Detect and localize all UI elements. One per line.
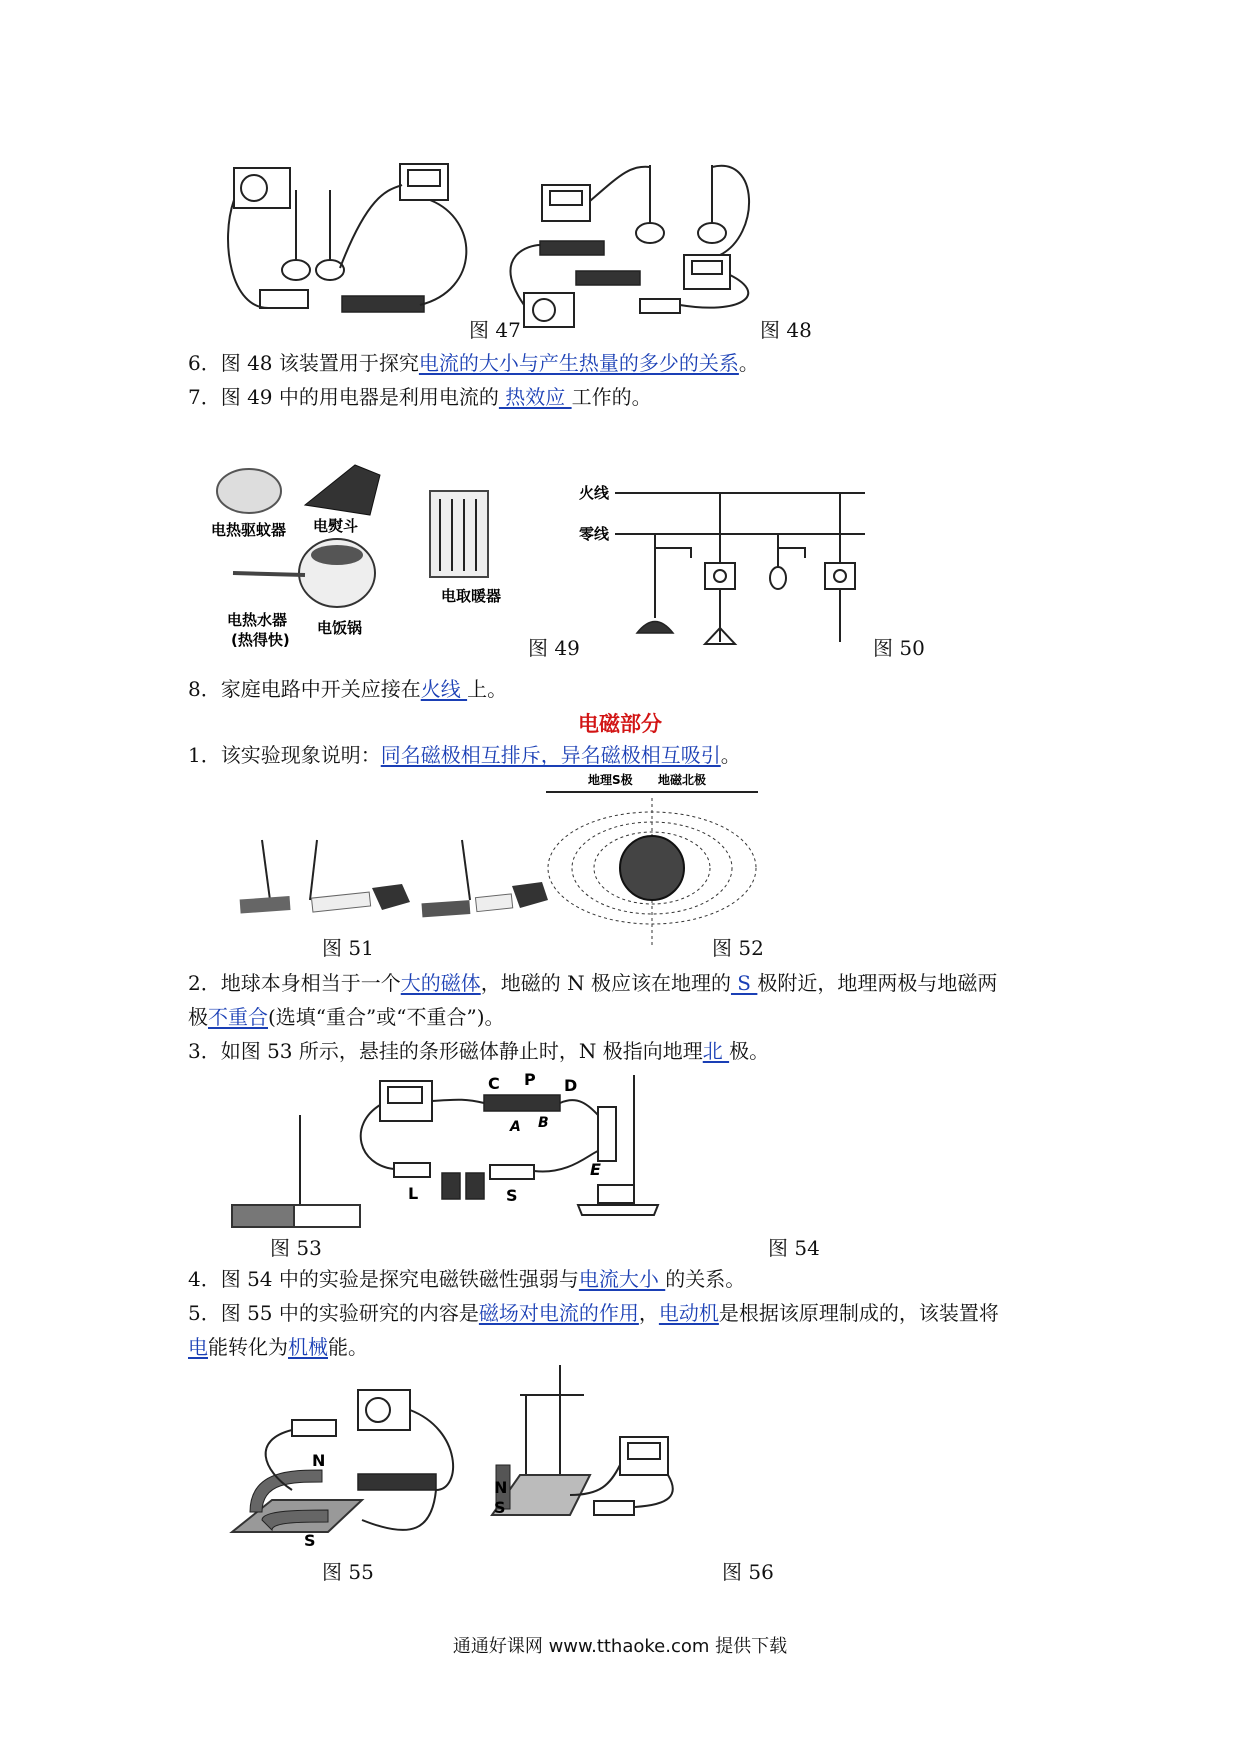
svg-text:S: S xyxy=(304,1531,316,1550)
figure-56-diagram xyxy=(490,1365,690,1545)
answer-8: 火线 xyxy=(420,677,468,701)
figure-55-diagram xyxy=(232,1370,472,1550)
mag-question-5-cont: 电能转化为机械能。 xyxy=(188,1335,368,1359)
svg-text:N: N xyxy=(312,1451,326,1470)
figure-51-diagram xyxy=(232,840,552,920)
mag-answer-1: 同名磁极相互排斥，异名磁极相互吸引 xyxy=(380,743,721,767)
mag-question-2-cont: 极不重合(选填“重合”或“不重合”)。 xyxy=(188,1005,505,1029)
mag-answer-3: 北 xyxy=(702,1039,730,1063)
mag-question-3: 3．如图 53 所示，悬挂的条形磁体静止时，N 极指向地理北 极。 xyxy=(188,1039,770,1063)
label-kettle: 电热水器 xyxy=(227,611,288,629)
figure-53-caption: 图 53 xyxy=(270,1236,322,1260)
label-live: 火线 xyxy=(579,484,610,502)
label-iron: 电熨斗 xyxy=(313,517,359,535)
figure-54-caption: 图 54 xyxy=(768,1236,820,1260)
svg-text:S: S xyxy=(506,1186,518,1205)
question-7: 7．图 49 中的用电器是利用电流的 热效应 工作的。 xyxy=(188,385,652,409)
figure-56-caption: 图 56 xyxy=(722,1560,774,1584)
figure-50-caption: 图 50 xyxy=(873,636,925,660)
mag-question-4: 4．图 54 中的实验是探究电磁铁磁性强弱与电流大小 的关系。 xyxy=(188,1267,746,1291)
figure-55-caption: 图 55 xyxy=(322,1560,374,1584)
figure-54-diagram xyxy=(358,1070,668,1235)
svg-text:A: A xyxy=(510,1119,521,1135)
repeller-icon xyxy=(217,469,281,513)
svg-text:B: B xyxy=(538,1115,549,1131)
page-footer: 通通好课网 www.tthaoke.com 提供下载 xyxy=(452,1636,788,1657)
label-kettle-sub: (热得快) xyxy=(231,631,290,649)
figure-52-caption: 图 52 xyxy=(712,936,764,960)
svg-text:E: E xyxy=(590,1160,601,1179)
figure-49-appliances xyxy=(205,455,505,649)
figure-51-caption: 图 51 xyxy=(322,936,374,960)
question-6: 6．图 48 该装置用于探究电流的大小与产生热量的多少的关系。 xyxy=(188,351,759,375)
figure-47-diagram xyxy=(230,160,490,330)
label-neutral: 零线 xyxy=(579,525,610,543)
figure-50-circuit xyxy=(575,478,895,648)
figure-47-caption: 图 47 xyxy=(469,318,521,342)
figure-49-caption: 图 49 xyxy=(528,636,580,660)
mag-question-2: 2．地球本身相当于一个大的磁体，地磁的 N 极应该在地理的 S 极附近，地理两极与地磁两 xyxy=(188,971,998,995)
svg-text:N: N xyxy=(494,1478,508,1497)
mag-question-5: 5．图 55 中的实验研究的内容是磁场对电流的作用，电动机是根据该原理制成的，该装置将 xyxy=(188,1301,999,1325)
svg-text:S: S xyxy=(494,1498,506,1517)
mag-answer-4: 电流大小 xyxy=(578,1267,666,1291)
label-heater: 电取暖器 xyxy=(441,587,502,605)
answer-6: 电流的大小与产生热量的多少的关系 xyxy=(418,351,739,375)
earth-icon xyxy=(620,836,684,900)
figure-48-caption: 图 48 xyxy=(760,318,812,342)
figure-53-diagram xyxy=(232,1115,372,1235)
svg-text:D: D xyxy=(564,1076,578,1095)
figure-48-diagram xyxy=(520,155,820,330)
svg-text:L: L xyxy=(408,1184,419,1203)
label-mag-north: 地磁北极 xyxy=(658,773,707,787)
mag-question-1: 1．该实验现象说明：同名磁极相互排斥，异名磁极相互吸引。 xyxy=(188,743,741,767)
answer-7: 热效应 xyxy=(498,385,572,409)
kettle-icon xyxy=(233,573,305,575)
section-heading: 电磁部分 xyxy=(578,711,662,736)
svg-text:C: C xyxy=(488,1074,500,1093)
svg-text:P: P xyxy=(524,1070,536,1089)
label-repeller: 电热驱蚊器 xyxy=(211,521,287,539)
question-8: 8．家庭电路中开关应接在火线 上。 xyxy=(188,677,508,701)
label-geo-south: 地理S极 xyxy=(588,773,633,787)
heater-icon xyxy=(430,491,488,577)
iron-icon xyxy=(305,465,380,515)
label-cooker: 电饭锅 xyxy=(317,619,363,637)
